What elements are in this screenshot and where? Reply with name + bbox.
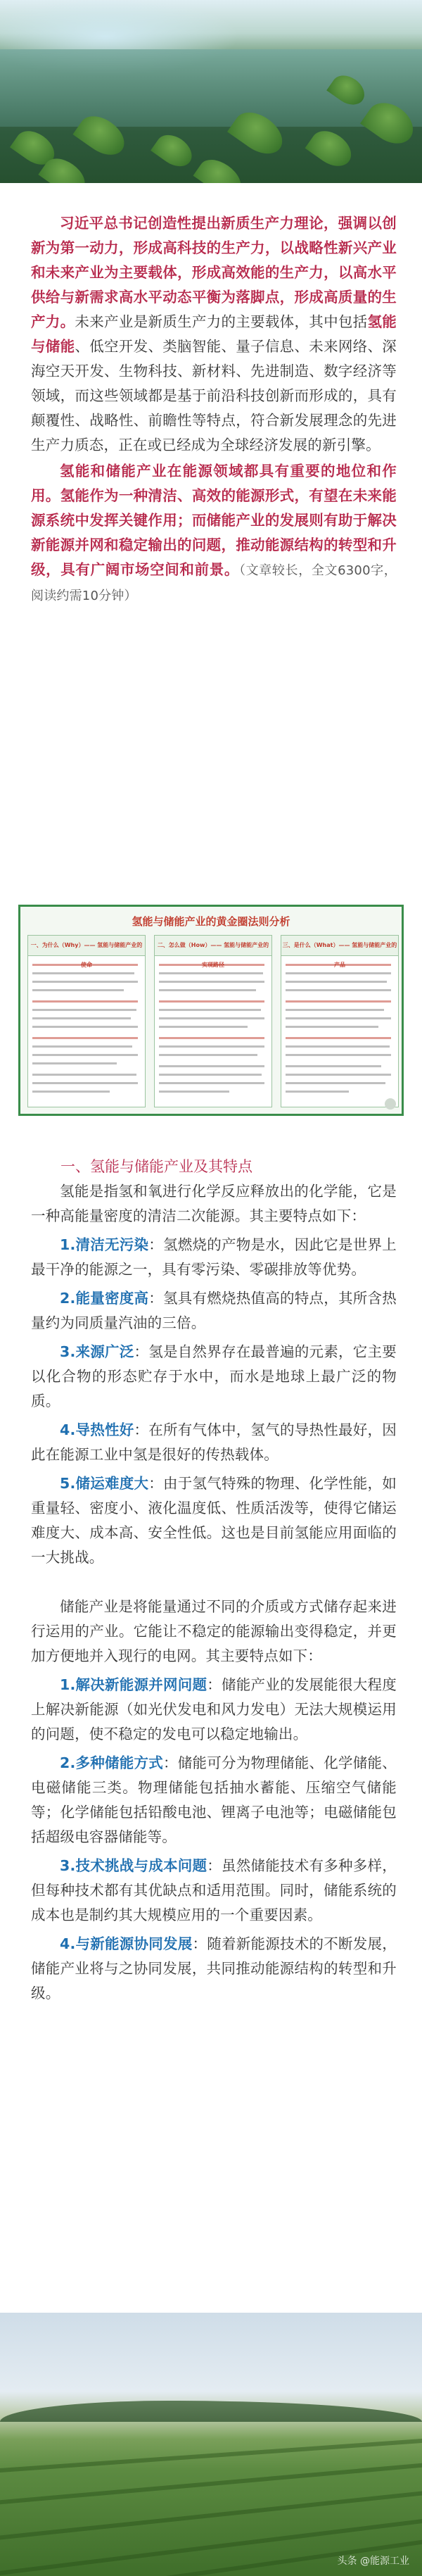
hydrogen-feature-4: 4.导热性好：在所有气体中，氢气的导热性最好，因此在能源工业中氢是很好的传热载体。 <box>31 1421 397 1463</box>
hydrogen-feature-3: 3.来源广泛：氢是自然界存在最普遍的元素，它主要以化合物的形态贮存于水中，而水是地球上最广泛的物质。 <box>31 1343 397 1409</box>
intro-paragraph-2 <box>31 459 397 608</box>
section-title: 一、氢能与储能产业及其特点 <box>60 1158 252 1175</box>
watermark-logo-icon <box>385 1098 396 1110</box>
hydrogen-intro: 氢能是指氢和氧进行化学反应释放出的化学能，它是一种高能量密度的清洁二次能源。其主要特点如下： <box>31 1183 397 1224</box>
hydrogen-feature-1: 1.清洁无污染：氢燃烧的产物是水，因此它是世界上最干净的能源之一，具有零污染、零碳排放等优势。 <box>31 1236 397 1278</box>
leaf-shape <box>305 124 358 173</box>
intro-keyword: 氢能与储能 <box>31 313 397 355</box>
infographic-column-what <box>281 935 399 1107</box>
intro-highlight: 习近平总书记创造性提出新质生产力理论，强调以创新为第一动力，形成高科技的生产力，以战略性新兴产业和未来产业为主要载体，形成高效能的生产力，以高水平供给与新需求高水平动态平衡为落脚点，形成高质量的生产力。 <box>31 215 397 330</box>
golden-circle-infographic <box>18 905 404 1116</box>
storage-feature-4: 4.与新能源协同发展：随着新能源技术的不断发展，储能产业将与之协同发展，共同推动能源结构的转型和升级。 <box>31 1935 397 2002</box>
storage-feature-2: 2.多种储能方式：储能可分为物理储能、化学储能、电磁储能三类。物理储能包括抽水蓄能、压缩空气储能等；化学储能包括铅酸电池、锂离子电池等；电磁储能包括超级电容器储能等。 <box>31 1754 397 1845</box>
top-photo <box>0 0 422 183</box>
intro-paragraph-1 <box>31 211 397 458</box>
infographic-title: 氢能与储能产业的黄金圈法则分析 <box>132 915 290 928</box>
intro-text: 未来产业是新质生产力的主要载体，其中包括 <box>75 313 368 330</box>
treeline <box>0 2401 422 2422</box>
reading-note: （文章较长，全文6300字，阅读约需10分钟） <box>31 563 397 603</box>
column-heading: 二、怎么做（How）—— 氢能与储能产业的 <box>155 936 271 956</box>
hydrogen-feature-5: 5.储运难度大：由于氢气特殊的物理、化学性能，如重量轻、密度小、液化温度低、性质活泼等，使得它储运难度大、成本高、安全性低。这也是目前氢能应用面临的一大挑战。 <box>31 1475 397 1566</box>
storage-intro: 储能产业是将能量通过不同的介质或方式储存起来进行运用的产业。它能让不稳定的能源输出变得稳定，并更加方便地并入现行的电网。其主要特点如下： <box>31 1598 397 1664</box>
intro-highlight-2: 氢能和储能产业在能源领域都具有重要的地位和作用。氢能作为一种清洁、高效的能源形式，有望在未来能源系统中发挥关键作用；而储能产业的发展则有助于解决新能源并网和稳定输出的问题，推动能源结构的转型和升级，具有广阔市场空间和前景。 <box>31 463 397 578</box>
column-heading: 一、为什么（Why）—— 氢能与储能产业的 <box>28 936 145 956</box>
infographic-column-why <box>27 935 146 1107</box>
column-heading: 三、是什么（What）—— 氢能与储能产业的 <box>281 936 398 956</box>
infographic-column-how <box>154 935 272 1107</box>
leaf-shape <box>151 129 198 173</box>
watermark-text: 头条 @能源工业 <box>337 2556 409 2567</box>
section-1 <box>31 1155 397 2006</box>
bottom-photo <box>0 2313 422 2576</box>
storage-feature-3: 3.技术挑战与成本问题：虽然储能技术有多种多样，但每种技术都有其优缺点和适用范围。同时，储能系统的成本也是制约其大规模应用的一个重要因素。 <box>31 1857 397 1923</box>
intro-text-2: 、低空开发、类脑智能、量子信息、未来网络、深海空天开发、生物科技、新材料、先进制造、数字经济等领域，而这些领域都是基于前沿科技创新而形成的，具有颠覆性、战略性、前瞻性等特点，符合新发展理念的先进生产力质态，正在或已经成为全球经济发展的新引擎。 <box>31 338 397 453</box>
leaf-shape <box>193 153 247 183</box>
hydrogen-feature-2: 2.能量密度高：氢具有燃烧热值高的特点，其所含热量约为同质量汽油的三倍。 <box>31 1290 397 1331</box>
storage-feature-1: 1.解决新能源并网问题：储能产业的发展能很大程度上解决新能源（如光伏发电和风力发电）无法大规模运用的问题，使不稳定的发电可以稳定地输出。 <box>31 1676 397 1742</box>
intro-section <box>31 211 397 608</box>
